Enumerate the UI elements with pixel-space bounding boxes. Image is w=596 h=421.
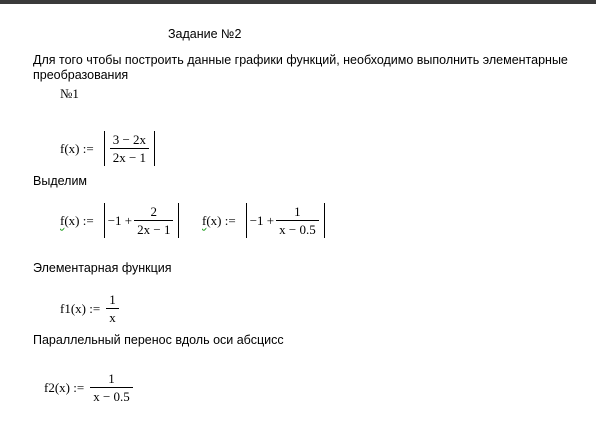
abs-value-bars [104,131,155,166]
fraction-numerator: 3 − 2x [112,132,147,147]
fraction-denominator: x [106,308,119,325]
f1-definition-lhs: f1(x) := [60,300,101,316]
intro-text-line-2: преобразования [33,68,129,82]
parallel-shift-label: Параллельный перенос вдоль оси абсцисс [33,333,284,347]
fraction [134,204,173,237]
fraction [276,204,319,237]
highlight-label: Выделим [33,174,88,188]
f-split-2-lhs [202,213,236,229]
lead-term: −1 + [249,212,275,228]
abs-value-bars [104,203,180,238]
f-definition[interactable] [60,131,155,166]
f-split-definition-2[interactable] [202,203,325,238]
f-definition-lhs: f(x) := [60,140,94,156]
warning-underlined-name: f [60,212,65,228]
problem-number: №1 [60,86,79,101]
f-split-definition-1[interactable] [60,203,179,238]
fraction-numerator: 1 [108,371,115,386]
fraction-denominator: x − 0.5 [276,220,319,237]
fraction-denominator: 2x − 1 [134,220,173,237]
elementary-function-label: Элементарная функция [33,261,172,275]
f1-definition[interactable] [60,292,121,325]
fraction-denominator: x − 0.5 [90,387,133,404]
window-top-bar [0,0,596,4]
fraction [90,371,133,404]
intro-text-line-1: Для того чтобы построить данные графики функций, необходимо выполнить элементарные [33,53,568,67]
fraction-numerator: 2 [150,204,158,219]
f-split-2-lhs-rest: (x) := [206,212,236,228]
fraction [106,292,119,325]
f2-definition[interactable] [44,371,135,404]
fraction-numerator: 1 [109,292,116,307]
fraction-numerator: 1 [294,204,301,219]
f-split-1-lhs-rest: (x) := [64,212,94,228]
f2-definition-lhs: f2(x) := [44,379,85,395]
f-split-1-lhs [60,213,94,229]
fraction [110,132,149,165]
warning-underlined-name: f [202,212,207,228]
lead-term: −1 + [107,212,133,228]
assignment-title: Задание №2 [168,27,242,41]
abs-value-bars [246,203,325,238]
fraction-denominator: 2x − 1 [110,148,149,165]
